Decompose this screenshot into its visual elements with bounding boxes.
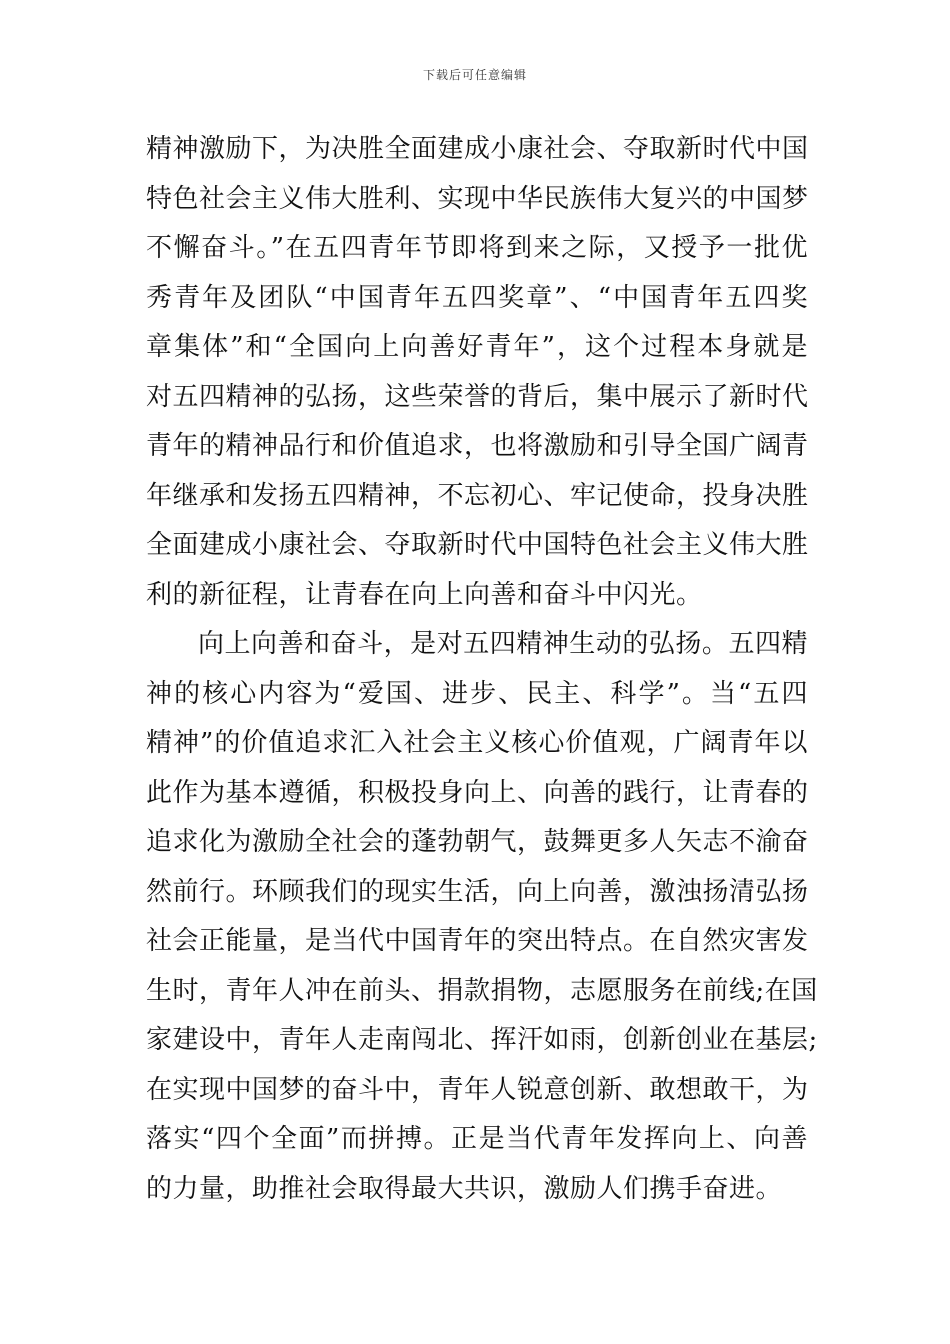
text-line: 在实现中国梦的奋斗中，青年人锐意创新、敢想敢干，为	[146, 1074, 809, 1105]
paragraph-2	[146, 620, 818, 1214]
text-line: 生时，青年人冲在前头、捐款捐物，志愿服务在前线;在国	[146, 975, 818, 1006]
text-line: 青年的精神品行和价值追求，也将激励和引导全国广阔青	[146, 431, 809, 461]
text-line: 追求化为激励全社会的蓬勃朝气，鼓舞更多人矢志不渝奋	[146, 827, 809, 857]
text-line: 家建设中，青年人走南闯北、挥汗如雨，创新创业在基层;	[146, 1025, 818, 1055]
text-line: 精神”的价值追求汇入社会主义核心价值观，广阔青年以	[146, 728, 808, 758]
text-line: 秀青年及团队“中国青年五四奖章”、“中国青年五四奖	[146, 282, 808, 313]
text-line: 的力量，助推社会取得最大共识，激励人们携手奋进。	[146, 1173, 783, 1204]
text-line: 精神激励下，为决胜全面建成小康社会、夺取新时代中国	[146, 134, 809, 164]
text-line: 利的新征程，让青春在向上向善和奋斗中闪光。	[146, 579, 703, 610]
page-header: 下载后可任意编辑	[422, 68, 527, 82]
document-body	[146, 125, 818, 1214]
text-line: 此作为基本遵循，积极投身向上、向善的践行，让青春的	[146, 777, 809, 808]
text-line: 向上向善和奋斗，是对五四精神生动的弘扬。五四精	[198, 629, 808, 659]
text-line: 然前行。环顾我们的现实生活，向上向善，激浊扬清弘扬	[146, 876, 809, 907]
text-line: 章集体”和“全国向上向善好青年”，这个过程本身就是	[146, 332, 808, 362]
text-line: 对五四精神的弘扬，这些荣誉的背后，集中展示了新时代	[146, 381, 809, 412]
text-line: 神的核心内容为“爱国、进步、民主、科学”。当“五四	[146, 678, 808, 709]
text-line: 落实“四个全面”而拼搏。正是当代青年发挥向上、向善	[146, 1124, 808, 1154]
text-line: 全面建成小康社会、夺取新时代中国特色社会主义伟大胜	[146, 530, 809, 560]
text-line: 年继承和发扬五四精神，不忘初心、牢记使命，投身决胜	[146, 480, 809, 511]
text-line: 不懈奋斗。”在五四青年节即将到来之际，又授予一批优	[146, 233, 808, 263]
paragraph-1	[146, 125, 808, 620]
text-line: 特色社会主义伟大胜利、实现中华民族伟大复兴的中国梦	[146, 183, 809, 214]
text-line: 社会正能量，是当代中国青年的突出特点。在自然灾害发	[146, 926, 809, 956]
